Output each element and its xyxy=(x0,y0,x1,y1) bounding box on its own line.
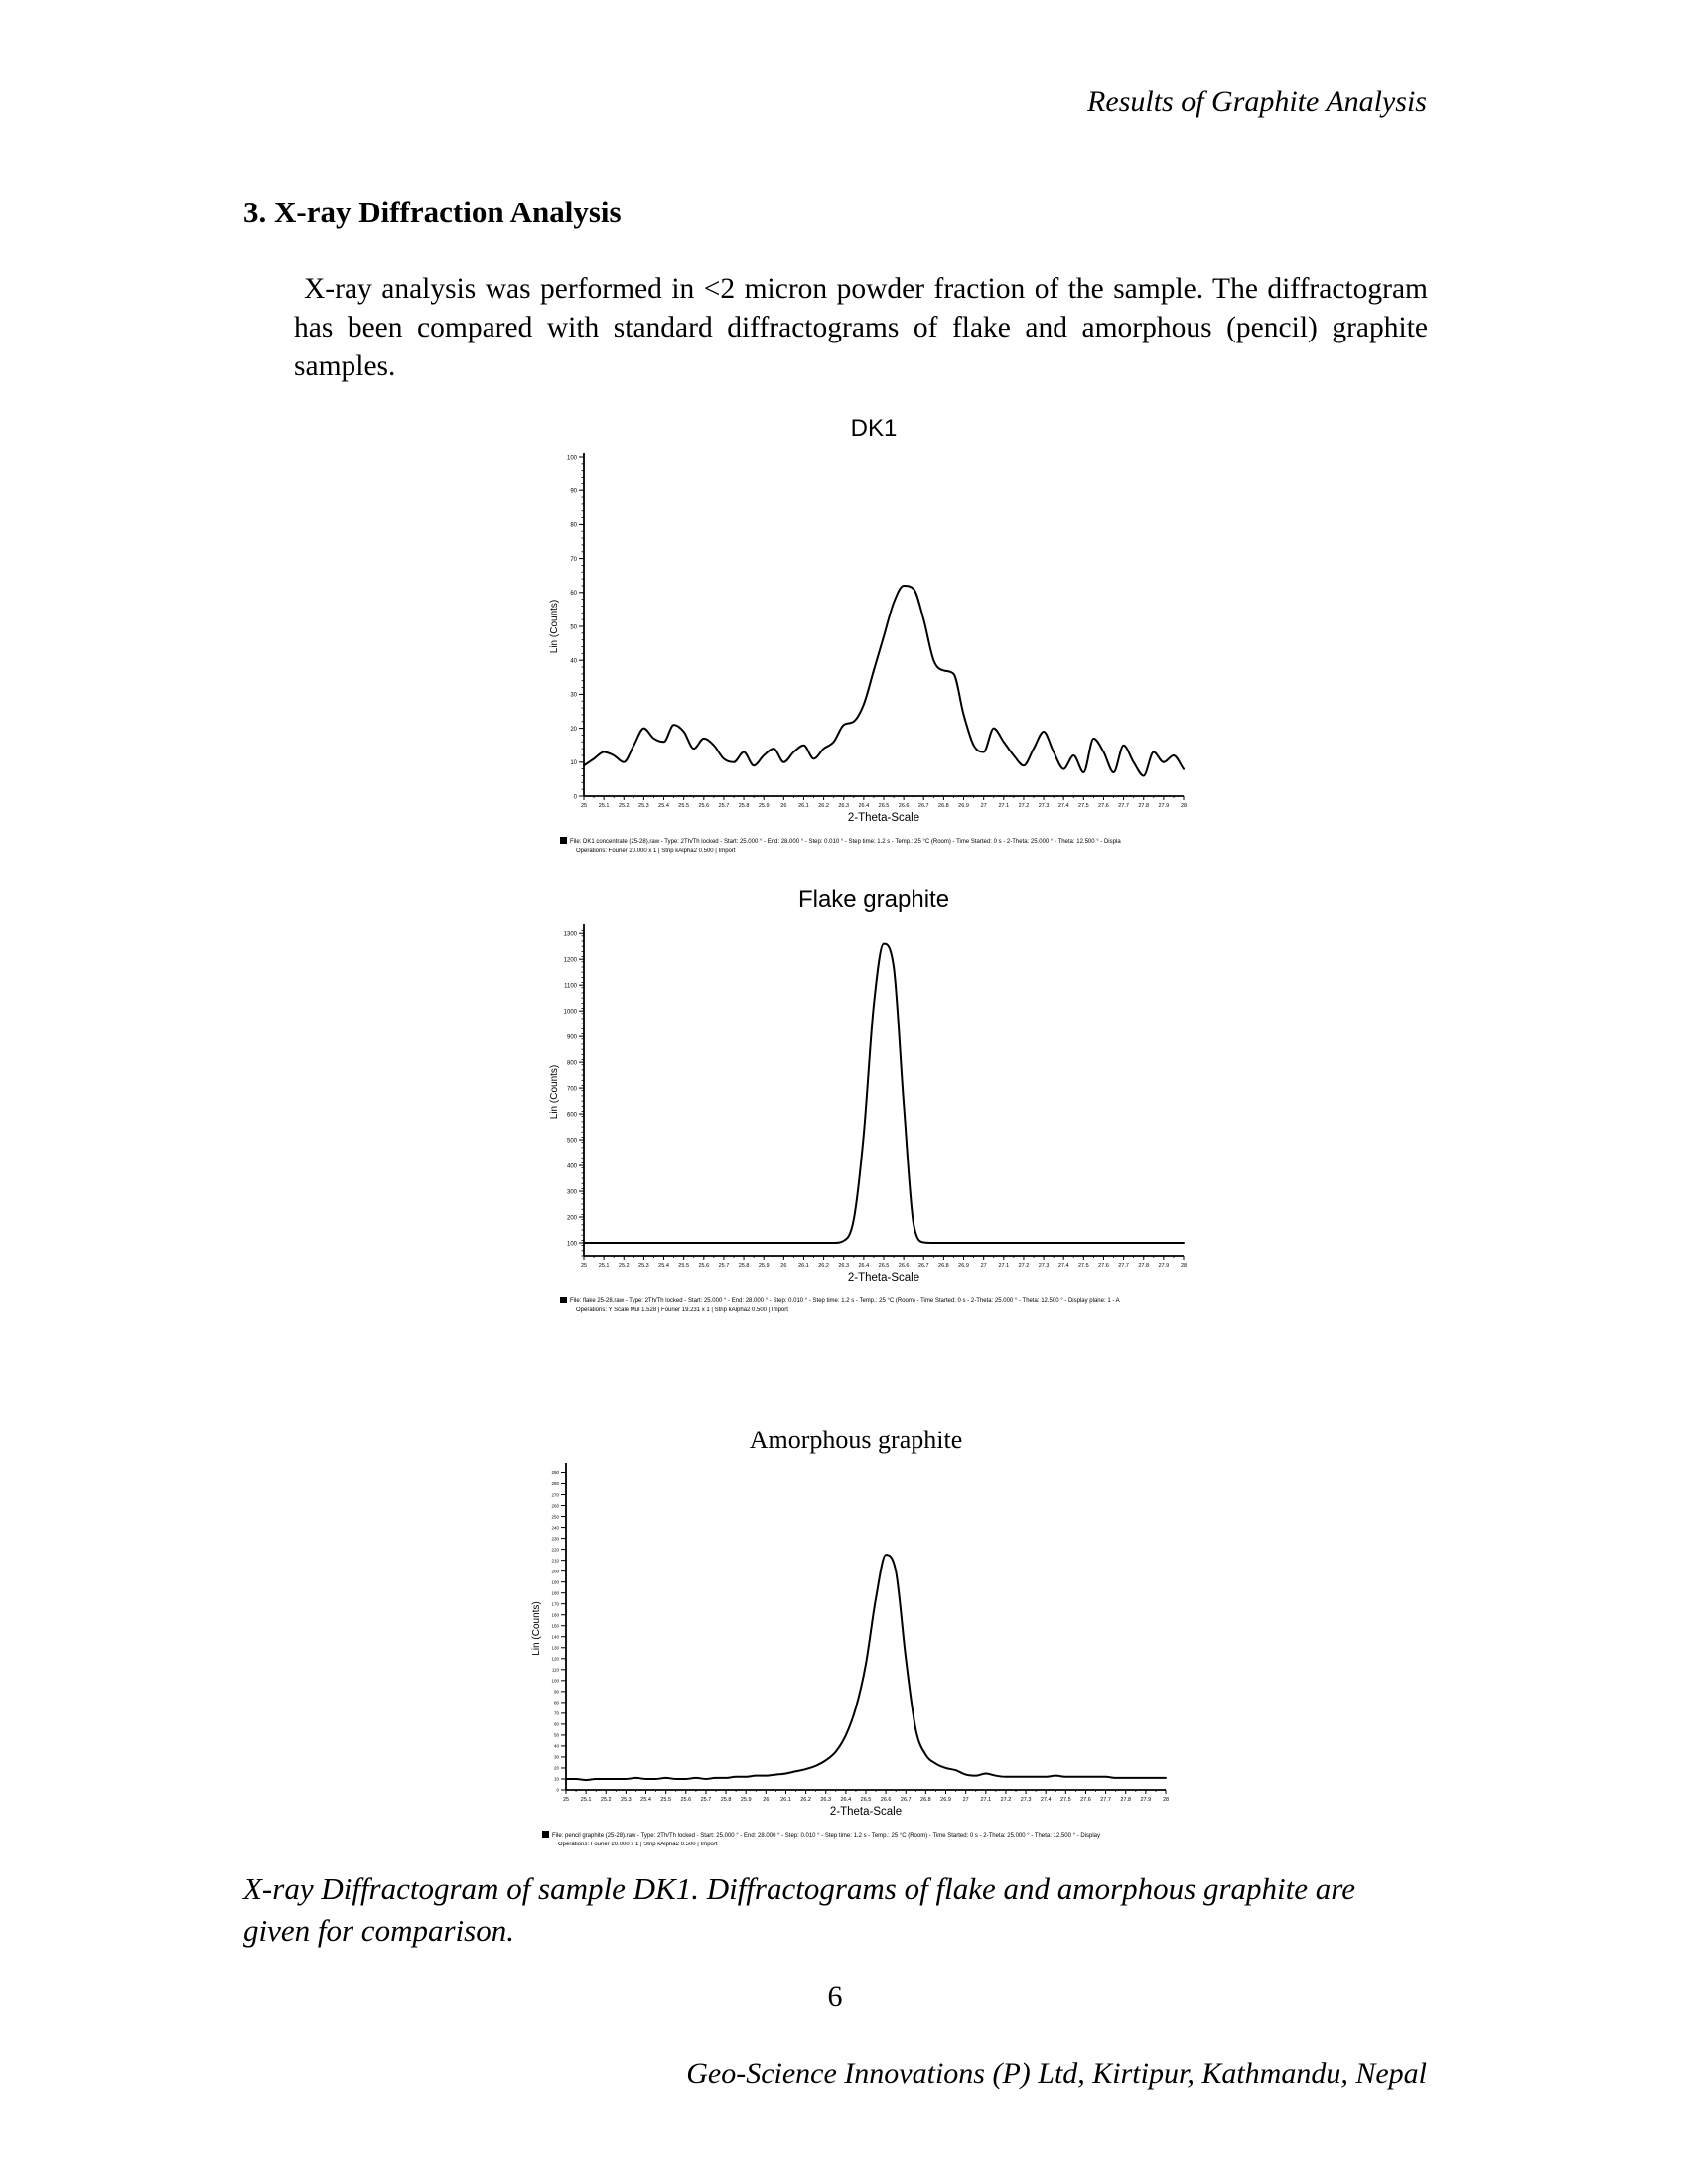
y-tick-label: 150 xyxy=(551,1623,559,1629)
chart-legend xyxy=(528,1831,1182,1847)
x-tick-label: 25.4 xyxy=(640,1797,651,1803)
x-tick-label: 25.8 xyxy=(720,1797,732,1803)
y-tick-label: 60 xyxy=(570,591,577,598)
x-tick-label: 26.2 xyxy=(818,1263,829,1269)
x-tick-label: 26.2 xyxy=(800,1797,811,1803)
x-tick-label: 26.1 xyxy=(798,803,809,809)
x-tick-label: 27.2 xyxy=(1018,1263,1030,1269)
x-axis-label: 2-Theta-Scale xyxy=(829,1806,903,1818)
x-tick-label: 27.9 xyxy=(1158,1263,1170,1269)
x-tick-label: 26.5 xyxy=(878,1263,890,1269)
x-tick-label: 27.9 xyxy=(1158,803,1170,809)
chart-title: Amorphous graphite xyxy=(749,1426,963,1454)
chart-title: Flake graphite xyxy=(797,887,950,913)
x-tick-label: 25.6 xyxy=(680,1797,692,1803)
series-path xyxy=(584,586,1184,776)
x-tick-label: 25.5 xyxy=(678,803,690,809)
body-paragraph: X-ray analysis was performed in <2 micron powder fraction of the sample. The diffractogram has been compared with standard diffractograms of flake and amorphous (pencil) graphite samples. xyxy=(294,273,1428,382)
legend-row xyxy=(560,1297,1199,1304)
x-tick-label: 27.6 xyxy=(1098,1263,1109,1269)
x-tick-label: 27.7 xyxy=(1100,1797,1111,1803)
x-tick-label: 27 xyxy=(980,1263,987,1269)
x-tick-label: 26.8 xyxy=(920,1797,931,1803)
x-tick-label: 27 xyxy=(962,1797,969,1803)
y-tick-label: 900 xyxy=(566,1034,577,1041)
x-tick-label: 25 xyxy=(580,803,588,809)
y-tick-label: 40 xyxy=(570,658,577,665)
chart-plot xyxy=(528,1457,1184,1830)
y-tick-label: 30 xyxy=(553,1754,559,1760)
x-tick-label: 26.8 xyxy=(938,1263,949,1269)
x-tick-label: 26.6 xyxy=(898,1263,910,1269)
y-tick-label: 120 xyxy=(551,1656,559,1662)
x-tick-label: 25 xyxy=(562,1797,570,1803)
y-tick-label: 20 xyxy=(553,1765,559,1771)
x-tick-label: 27.6 xyxy=(1080,1797,1091,1803)
y-tick-label: 190 xyxy=(551,1579,559,1585)
y-tick-label: 50 xyxy=(553,1732,559,1738)
x-tick-label: 26.1 xyxy=(780,1797,791,1803)
x-tick-label: 26.6 xyxy=(898,803,910,809)
y-tick-label: 270 xyxy=(551,1492,559,1498)
y-tick-label: 90 xyxy=(553,1689,559,1695)
y-tick-label: 220 xyxy=(551,1547,559,1553)
x-tick-label: 25.5 xyxy=(660,1797,672,1803)
y-axis-label: Lin (Counts) xyxy=(549,599,560,654)
x-tick-label: 27.8 xyxy=(1138,1263,1150,1269)
x-tick-label: 26.7 xyxy=(917,1263,929,1269)
y-tick-label: 260 xyxy=(551,1503,559,1509)
y-tick-label: 80 xyxy=(570,522,577,529)
legend-line-2: Operations: Fourier 20.000 x 1 | Strip kAlpha2 0.500 | Import xyxy=(558,1842,718,1847)
x-tick-label: 28 xyxy=(1162,1797,1170,1803)
x-tick-label: 26.2 xyxy=(818,803,829,809)
x-axis-label: 2-Theta-Scale xyxy=(847,1272,920,1284)
series-path xyxy=(584,944,1184,1243)
x-tick-label: 27.1 xyxy=(998,803,1010,809)
y-tick-label: 40 xyxy=(553,1743,559,1749)
y-tick-label: 160 xyxy=(551,1612,559,1618)
x-tick-label: 25.8 xyxy=(738,803,750,809)
x-tick-label: 25.7 xyxy=(718,1263,730,1269)
legend-line-1: File: pencil graphite (25-28).raw - Type: 2Th/Th locked - Start: 25.000 ° - End: 28.000 ° - Step: 0.010 ° - Step time: 1.2 s - Temp.: 25 °C (Room) - Time Started: 0 s - 2-Theta: 25.000 ° - Theta: 12.500 ° - Display xyxy=(552,1833,1100,1839)
y-tick-label: 600 xyxy=(566,1112,577,1119)
y-tick-label: 240 xyxy=(551,1525,559,1531)
x-tick-label: 27.2 xyxy=(1000,1797,1012,1803)
x-tick-label: 25.6 xyxy=(698,1263,710,1269)
x-tick-label: 27 xyxy=(980,803,987,809)
chart-legend xyxy=(546,1297,1199,1313)
y-tick-label: 280 xyxy=(551,1481,559,1487)
x-tick-label: 26.9 xyxy=(958,1263,969,1269)
y-tick-label: 1200 xyxy=(563,957,577,964)
x-tick-label: 25.9 xyxy=(740,1797,752,1803)
x-tick-label: 27.5 xyxy=(1077,803,1089,809)
legend-color-chip-icon xyxy=(560,837,567,844)
x-tick-label: 25.9 xyxy=(758,1263,770,1269)
figure-caption: X-ray Diffractogram of sample DK1. Diffractograms of flake and amorphous graphite are given for comparison. xyxy=(243,1871,1355,1949)
y-tick-label: 20 xyxy=(570,726,577,733)
x-tick-label: 25.3 xyxy=(638,803,649,809)
y-tick-label: 100 xyxy=(551,1678,559,1684)
x-tick-label: 27.3 xyxy=(1038,1263,1050,1269)
y-tick-label: 200 xyxy=(551,1569,559,1574)
x-tick-label: 26.1 xyxy=(798,1263,809,1269)
x-tick-label: 27.7 xyxy=(1118,803,1129,809)
y-tick-label: 50 xyxy=(570,624,577,631)
x-tick-label: 26.4 xyxy=(840,1797,852,1803)
y-tick-label: 10 xyxy=(553,1776,559,1782)
y-tick-label: 0 xyxy=(556,1787,559,1793)
chart-plot xyxy=(546,447,1201,836)
y-axis-label: Lin (Counts) xyxy=(531,1601,542,1656)
y-tick-label: 200 xyxy=(566,1215,577,1222)
x-tick-label: 27.2 xyxy=(1018,803,1030,809)
x-tick-label: 26 xyxy=(780,803,787,809)
x-tick-label: 25.1 xyxy=(580,1797,592,1803)
y-tick-label: 30 xyxy=(570,692,577,699)
x-tick-label: 26.7 xyxy=(900,1797,912,1803)
chart-amorphous-graphite xyxy=(528,1426,1184,1847)
y-tick-label: 130 xyxy=(551,1645,559,1651)
y-tick-label: 70 xyxy=(570,556,577,563)
x-tick-label: 25.5 xyxy=(678,1263,690,1269)
x-tick-label: 27.8 xyxy=(1120,1797,1132,1803)
x-tick-label: 25.2 xyxy=(600,1797,612,1803)
y-tick-label: 100 xyxy=(566,1241,577,1248)
x-tick-label: 27.3 xyxy=(1038,803,1050,809)
y-tick-label: 210 xyxy=(551,1558,559,1564)
x-tick-label: 26.8 xyxy=(938,803,949,809)
x-tick-label: 25.6 xyxy=(698,803,710,809)
header-right-title: Results of Graphite Analysis xyxy=(1087,85,1427,118)
x-tick-label: 25.8 xyxy=(738,1263,750,1269)
footer-text: Geo-Science Innovations (P) Ltd, Kirtipur, Kathmandu, Nepal xyxy=(686,2057,1427,2090)
x-tick-label: 27.4 xyxy=(1040,1797,1052,1803)
y-tick-label: 110 xyxy=(551,1667,559,1673)
x-tick-label: 28 xyxy=(1180,1263,1188,1269)
x-tick-label: 25.4 xyxy=(658,1263,669,1269)
x-tick-label: 25.7 xyxy=(718,803,730,809)
chart-dk1 xyxy=(546,415,1201,854)
legend-line-1: File: DK1 concentrate (25-28).raw - Type: 2Th/Th locked - Start: 25.000 ° - End: 28.000 ° - Step: 0.010 ° - Step time: 1.2 s - Temp.: 25 °C (Room) - Time Started: 0 s - 2-Theta: 25.000 ° - Theta: 12.500 ° - Displa xyxy=(570,839,1121,845)
x-tick-label: 25 xyxy=(580,1263,588,1269)
y-tick-label: 1300 xyxy=(563,931,577,938)
legend-color-chip-icon xyxy=(542,1831,549,1838)
x-tick-label: 26 xyxy=(763,1797,770,1803)
legend-row xyxy=(560,837,1199,845)
y-tick-label: 500 xyxy=(566,1138,577,1145)
legend-color-chip-icon xyxy=(560,1297,567,1303)
series-path xyxy=(566,1555,1166,1780)
y-tick-label: 100 xyxy=(566,455,577,462)
x-tick-label: 26.3 xyxy=(820,1797,832,1803)
legend-line-1: File: flake 25-28.raw - Type: 2Th/Th locked - Start: 25.000 ° - End: 28.000 ° - Step: 0.010 ° - Step time: 1.2 s - Temp.: 25 °C (Room) - Time Started: 0 s - 2-Theta: 25.000 ° - Theta: 12.500 ° - Display plane: 1 - A xyxy=(570,1298,1120,1304)
y-tick-label: 700 xyxy=(566,1086,577,1093)
x-tick-label: 27.3 xyxy=(1020,1797,1032,1803)
x-tick-label: 28 xyxy=(1180,803,1188,809)
y-tick-label: 250 xyxy=(551,1514,559,1520)
x-tick-label: 25.2 xyxy=(618,803,630,809)
x-tick-label: 25.2 xyxy=(618,1263,630,1269)
y-tick-label: 140 xyxy=(551,1634,559,1640)
y-tick-label: 10 xyxy=(570,760,577,767)
legend-line-2: Operations: Y Scale Mul 1.528 | Fourier 19.231 x 1 | Strip kAlpha2 0.500 | Import xyxy=(576,1307,788,1313)
x-tick-label: 25.3 xyxy=(621,1797,632,1803)
x-tick-label: 27.9 xyxy=(1140,1797,1152,1803)
x-tick-label: 26.4 xyxy=(858,803,870,809)
x-tick-label: 27.1 xyxy=(998,1263,1010,1269)
y-axis-label: Lin (Counts) xyxy=(549,1064,560,1120)
y-tick-label: 0 xyxy=(573,794,577,801)
y-tick-label: 170 xyxy=(551,1601,559,1607)
x-tick-label: 26.6 xyxy=(880,1797,892,1803)
x-tick-label: 25.7 xyxy=(700,1797,712,1803)
chart-title: DK1 xyxy=(850,415,898,442)
x-tick-label: 26 xyxy=(780,1263,787,1269)
x-tick-label: 25.9 xyxy=(758,803,770,809)
page-number: 6 xyxy=(827,1980,843,2013)
x-tick-label: 25.1 xyxy=(598,1263,610,1269)
x-tick-label: 27.5 xyxy=(1059,1797,1071,1803)
x-tick-label: 26.5 xyxy=(860,1797,872,1803)
chart-plot xyxy=(546,918,1201,1296)
x-tick-label: 26.3 xyxy=(838,1263,850,1269)
x-tick-label: 27.6 xyxy=(1098,803,1109,809)
x-tick-label: 25.1 xyxy=(598,803,610,809)
x-tick-label: 26.4 xyxy=(858,1263,870,1269)
x-tick-label: 25.4 xyxy=(658,803,669,809)
y-tick-label: 60 xyxy=(553,1721,559,1727)
x-tick-label: 26.5 xyxy=(878,803,890,809)
x-tick-label: 27.4 xyxy=(1057,803,1069,809)
y-tick-label: 90 xyxy=(570,488,577,495)
y-tick-label: 180 xyxy=(551,1590,559,1596)
x-tick-label: 26.9 xyxy=(940,1797,951,1803)
x-tick-label: 26.9 xyxy=(958,803,969,809)
y-tick-label: 290 xyxy=(551,1470,559,1476)
x-tick-label: 27.1 xyxy=(980,1797,992,1803)
legend-line-2: Operations: Fourier 20.000 x 1 | Strip kAlpha2 0.500 | Import xyxy=(576,848,736,854)
chart-flake-graphite xyxy=(546,887,1201,1313)
legend-row xyxy=(542,1831,1182,1839)
chart-legend xyxy=(546,837,1199,854)
x-tick-label: 27.8 xyxy=(1138,803,1150,809)
x-tick-label: 27.5 xyxy=(1077,1263,1089,1269)
y-tick-label: 80 xyxy=(553,1700,559,1706)
x-tick-label: 26.3 xyxy=(838,803,850,809)
y-tick-label: 1000 xyxy=(563,1009,577,1016)
y-tick-label: 230 xyxy=(551,1536,559,1542)
y-tick-label: 400 xyxy=(566,1163,577,1170)
y-tick-label: 70 xyxy=(553,1710,559,1716)
x-tick-label: 26.7 xyxy=(917,803,929,809)
x-tick-label: 25.3 xyxy=(638,1263,649,1269)
x-tick-label: 27.4 xyxy=(1057,1263,1069,1269)
x-axis-label: 2-Theta-Scale xyxy=(847,812,920,824)
section-heading: 3. X-ray Diffraction Analysis xyxy=(243,195,622,229)
y-tick-label: 300 xyxy=(566,1189,577,1196)
x-tick-label: 27.7 xyxy=(1118,1263,1129,1269)
y-tick-label: 800 xyxy=(566,1060,577,1067)
y-tick-label: 1100 xyxy=(564,983,577,990)
